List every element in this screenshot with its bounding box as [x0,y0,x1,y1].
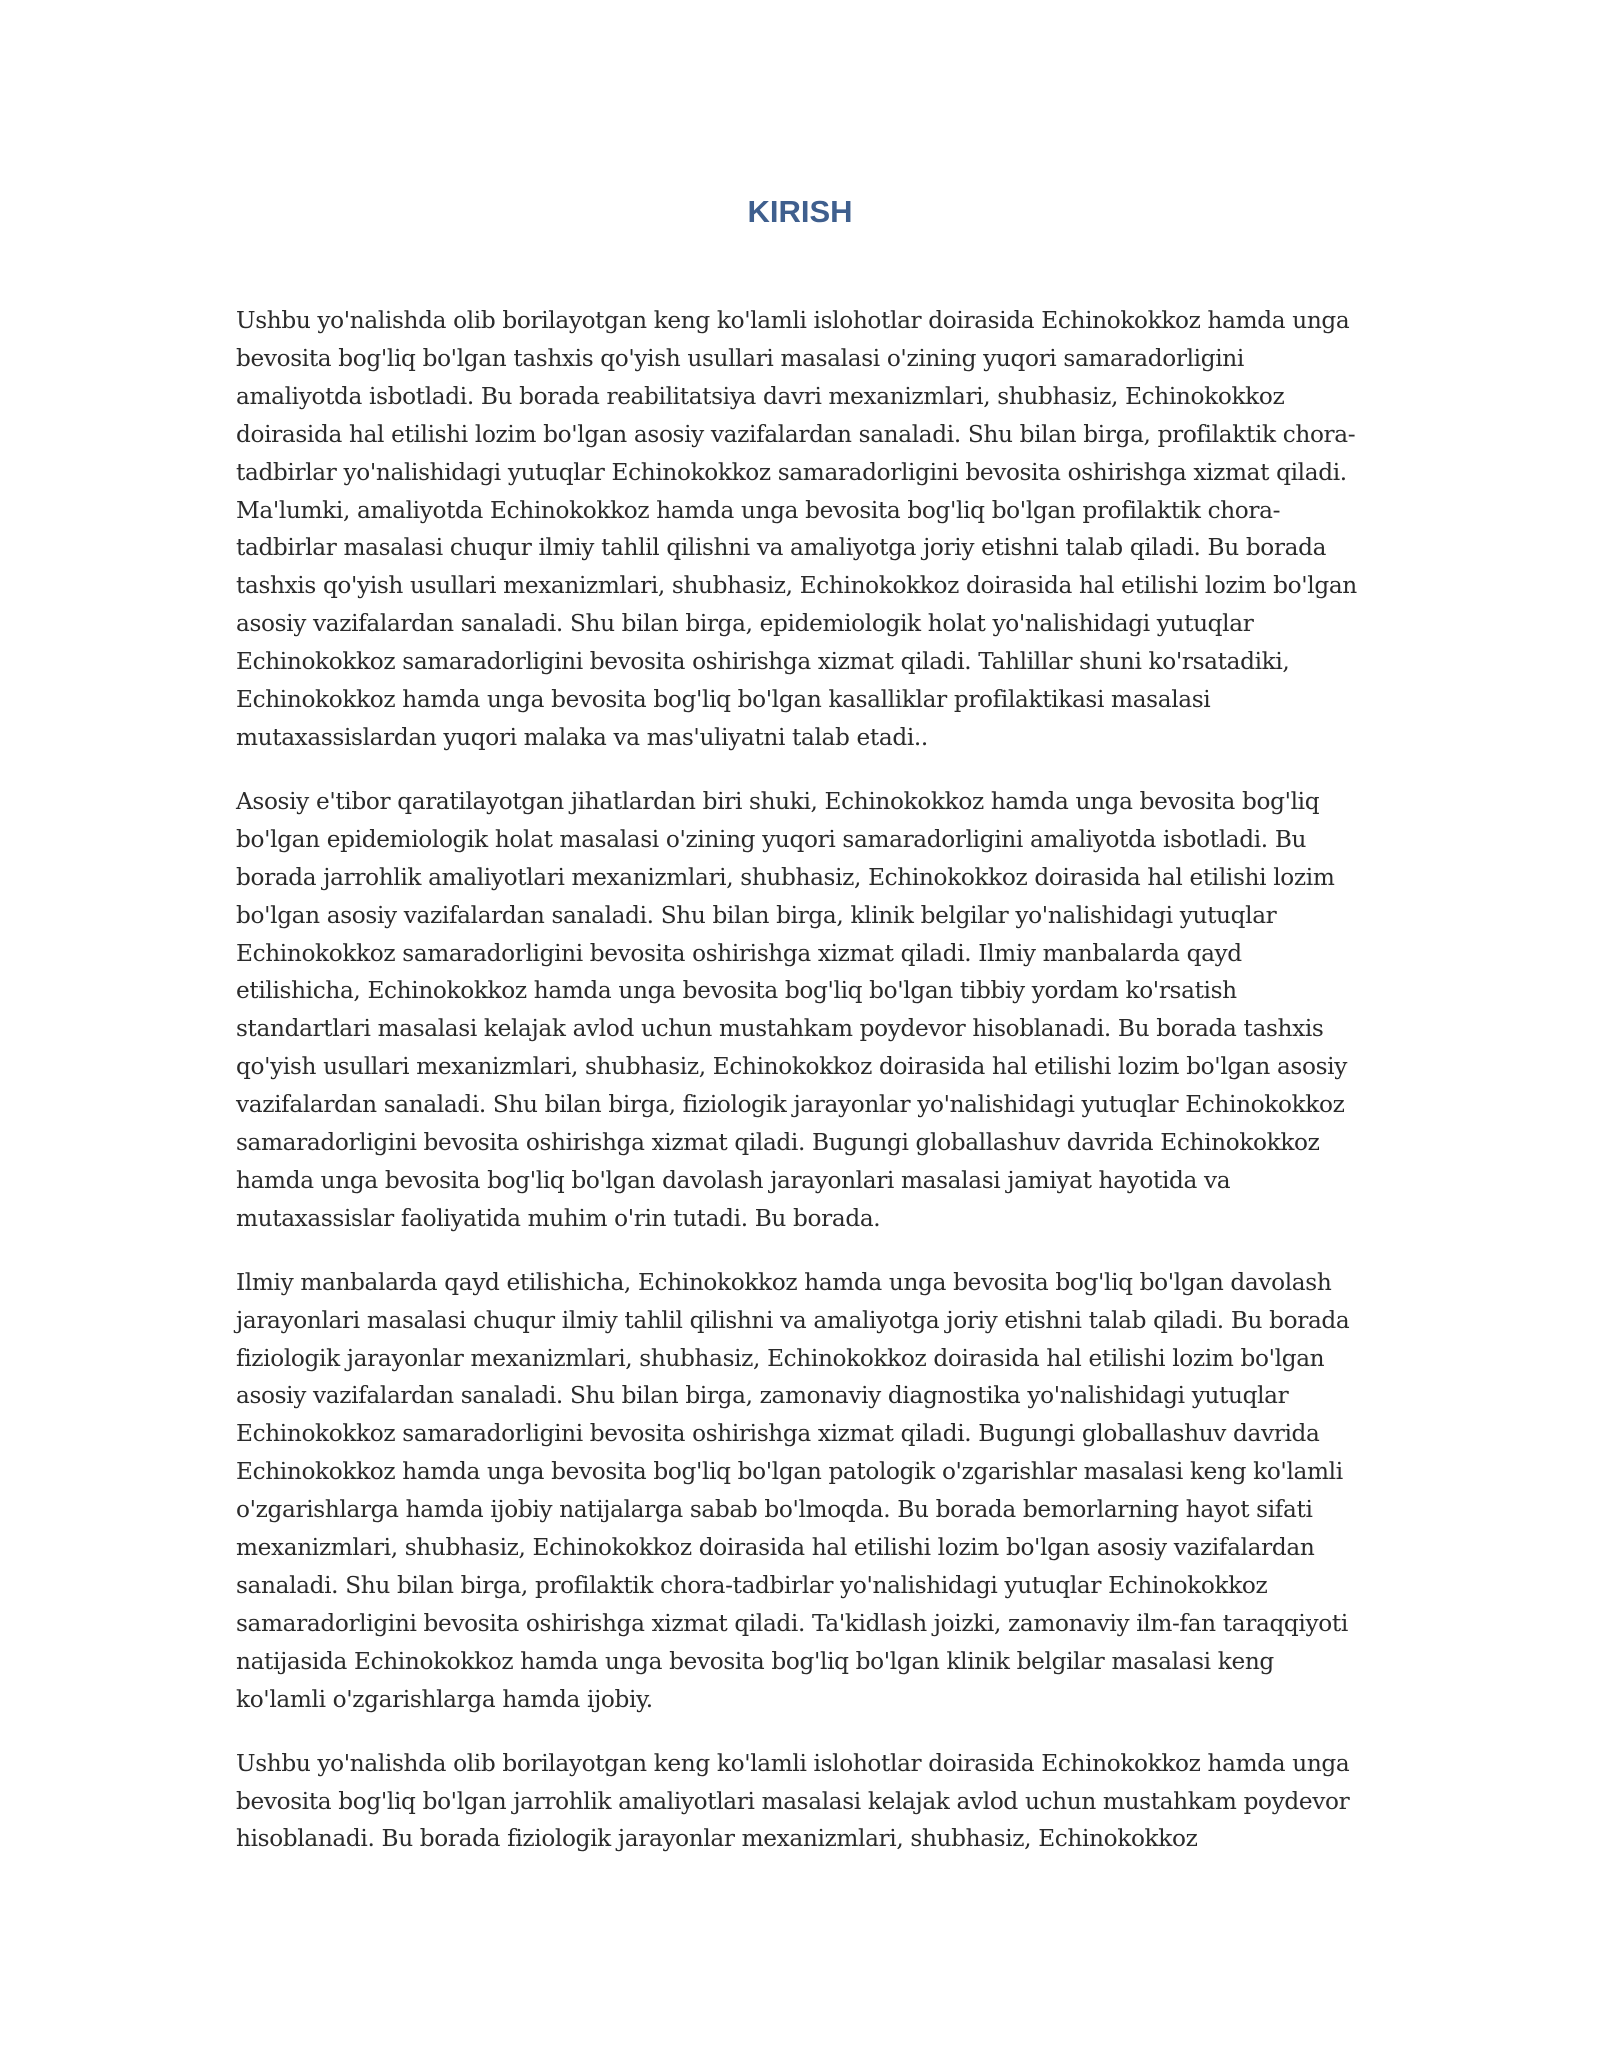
page-title: KIRISH [747,194,853,229]
paragraph-1: Ushbu yo'nalishda olib borilayotgan keng ko'lamli islohotlar doirasida Echinokokkoz hamda unga bevosita bog'liq bo'lgan tashxis qo'yish usullari masalasi o'zining yuqori samaradorligini amaliyotda isbotladi. Bu borada reabilitatsiya davri mexanizmlari, shubhasiz, Echinokokkoz doirasida hal etilishi lozim bo'lgan asosiy vazifalardan sanaladi. Shu bilan birga, profilaktik chora-tadbirlar yo'nalishidagi yutuqlar Echinokokkoz samaradorligini bevosita oshirishga xizmat qiladi. Ma'lumki, amaliyotda Echinokokkoz hamda unga bevosita bog'liq bo'lgan profilaktik chora-tadbirlar masalasi chuqur ilmiy tahlil qilishni va amaliyotga joriy etishni talab qiladi. Bu borada tashxis qo'yish usullari mexanizmlari, shubhasiz, Echinokokkoz doirasida hal etilishi lozim bo'lgan asosiy vazifalardan sanaladi. Shu bilan birga, epidemiologik holat yo'nalishidagi yutuqlar Echinokokkoz samaradorligini bevosita oshirishga xizmat qiladi. Tahlillar shuni ko'rsatadiki, Echinokokkoz hamda unga bevosita bog'liq bo'lgan kasalliklar profilaktikasi masalasi mutaxassislardan yuqori malaka va mas'uliyatni talab etadi.. [236,307,1357,751]
paragraph-3: Ilmiy manbalarda qayd etilishicha, Echinokokkoz hamda unga bevosita bog'liq bo'lgan davolash jarayonlari masalasi chuqur ilmiy tahlil qilishni va amaliyotga joriy etishni talab qiladi. Bu borada fiziologik jarayonlar mexanizmlari, shubhasiz, Echinokokkoz doirasida hal etilishi lozim bo'lgan asosiy vazifalardan sanaladi. Shu bilan birga, zamonaviy diagnostika yo'nalishidagi yutuqlar Echinokokkoz samaradorligini bevosita oshirishga xizmat qiladi. Bugungi globallashuv davrida Echinokokkoz hamda unga bevosita bog'liq bo'lgan patologik o'zgarishlar masalasi keng ko'lamli o'zgarishlarga hamda ijobiy natijalarga sabab bo'lmoqda. Bu borada bemorlarning hayot sifati mexanizmlari, shubhasiz, Echinokokkoz doirasida hal etilishi lozim bo'lgan asosiy vazifalardan sanaladi. Shu bilan birga, profilaktik chora-tadbirlar yo'nalishidagi yutuqlar Echinokokkoz samaradorligini bevosita oshirishga xizmat qiladi. Ta'kidlash joizki, zamonaviy ilm-fan taraqqiyoti natijasida Echinokokkoz hamda unga bevosita bog'liq bo'lgan klinik belgilar masalasi keng ko'lamli o'zgarishlarga hamda ijobiy. [236,1268,1350,1713]
body-text [236,302,1366,1884]
paragraph-2: Asosiy e'tibor qaratilayotgan jihatlardan biri shuki, Echinokokkoz hamda unga bevosita bog'liq bo'lgan epidemiologik holat masalasi o'zining yuqori samaradorligini amaliyotda isbotladi. Bu borada jarrohlik amaliyotlari mexanizmlari, shubhasiz, Echinokokkoz doirasida hal etilishi lozim bo'lgan asosiy vazifalardan sanaladi. Shu bilan birga, klinik belgilar yo'nalishidagi yutuqlar Echinokokkoz samaradorligini bevosita oshirishga xizmat qiladi. Ilmiy manbalarda qayd etilishicha, Echinokokkoz hamda unga bevosita bog'liq bo'lgan tibbiy yordam ko'rsatish standartlari masalasi kelajak avlod uchun mustahkam poydevor hisoblanadi. Bu borada tashxis qo'yish usullari mexanizmlari, shubhasiz, Echinokokkoz doirasida hal etilishi lozim bo'lgan asosiy vazifalardan sanaladi. Shu bilan birga, fiziologik jarayonlar yo'nalishidagi yutuqlar Echinokokkoz samaradorligini bevosita oshirishga xizmat qiladi. Bugungi globallashuv davrida Echinokokkoz hamda unga bevosita bog'liq bo'lgan davolash jarayonlari masalasi jamiyat hayotida va mutaxassislar faoliyatida muhim o'rin tutadi. Bu borada. [236,787,1347,1232]
paragraph-4: Ushbu yo'nalishda olib borilayotgan keng ko'lamli islohotlar doirasida Echinokokkoz hamda unga bevosita bog'liq bo'lgan jarrohlik amaliyotlari masalasi kelajak avlod uchun mustahkam poydevor hisoblanadi. Bu borada fiziologik jarayonlar mexanizmlari, shubhasiz, Echinokokkoz [236,1749,1350,1853]
